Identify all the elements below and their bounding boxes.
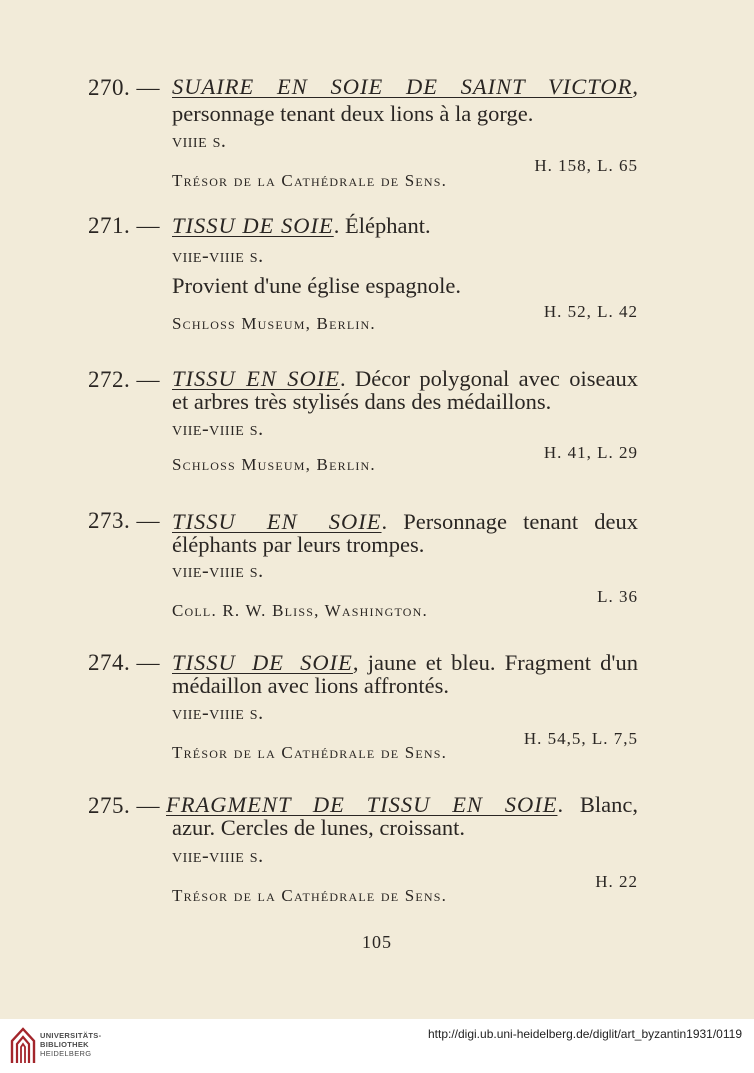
entry-number: 273. — [88,508,160,533]
entry-description: , [632,74,638,99]
entry-description-line: éléphants par leurs trompes. [172,532,425,557]
entry-heading [172,213,638,239]
entry-century: viie-viiie s. [172,245,264,267]
entry-location: Trésor de la Cathédrale de Sens. [172,886,448,905]
entry-location: Coll. R. W. Bliss, Washington. [172,601,428,620]
entry-location: Trésor de la Cathédrale de Sens. [172,171,448,190]
entry-location: Trésor de la Cathédrale de Sens. [172,743,448,762]
entry-title: TISSU DE SOIE [172,213,334,238]
entry-description: . Blanc, [557,792,638,817]
entry-description: . Personnage tenant deux [381,509,639,534]
entry-number: 272. — [88,367,160,392]
footer-bar [0,1019,754,1073]
entry-title: SUAIRE EN SOIE DE SAINT VICTOR [172,74,633,99]
entry-number: 271. — [88,213,160,238]
entry-location: Schloss Museum, Berlin. [172,314,376,333]
entry-dimensions: H. 22 [595,872,638,891]
entry-dimensions: H. 158, L. 65 [534,156,638,175]
entry-provenance: Provient d'une église espagnole. [172,273,461,298]
entry-century: viiie s. [172,130,227,152]
library-name-line-2: BIBLIOTHEK [40,1040,89,1049]
entry-century: viie-viiie s. [172,560,264,582]
entry-description: . Éléphant. [333,213,431,238]
entry-century: viie-viiie s. [172,702,264,724]
entry-number: 270. — [88,75,160,100]
entry-description: . Décor polygonal avec oiseaux [339,366,638,391]
entry-title: TISSU EN SOIE [172,366,340,391]
entry-description-line: azur. Cercles de lunes, croissant. [172,815,466,840]
entry-title: TISSU DE SOIE [172,650,353,675]
page-number: 105 [362,932,392,952]
entry-century: viie-viiie s. [172,418,264,440]
entry-description-line: médaillon avec lions affrontés. [172,673,449,698]
library-name-line-1: UNIVERSITÄTS- [40,1031,102,1040]
entry-dimensions: H. 41, L. 29 [543,443,638,462]
source-url-link[interactable]: http://digi.ub.uni-heidelberg.de/diglit/art_byzantin1931/0119 [427,1027,742,1041]
entry-number: 275. — [88,793,160,818]
entry-description-line: et arbres très stylisés dans des médaillons. [172,389,552,414]
library-name-line-3: HEIDELBERG [40,1049,92,1058]
library-name [40,1031,101,1058]
entry-number: 274. — [88,650,160,675]
entry-dimensions: H. 52, L. 42 [543,302,638,321]
entry-dimensions: L. 36 [597,587,638,606]
entry-heading [172,74,638,100]
library-logo-icon [10,1027,36,1065]
entry-century: viie-viiie s. [172,845,264,867]
entry-description: , jaune et bleu. Fragment d'un [352,650,638,675]
entry-dimensions: H. 54,5, L. 7,5 [523,729,638,748]
entry-title: TISSU EN SOIE [172,509,382,534]
entry-title: FRAGMENT DE TISSU EN SOIE [166,792,558,817]
entry-location: Schloss Museum, Berlin. [172,455,376,474]
entry-description-line: personnage tenant deux lions à la gorge. [172,101,534,126]
